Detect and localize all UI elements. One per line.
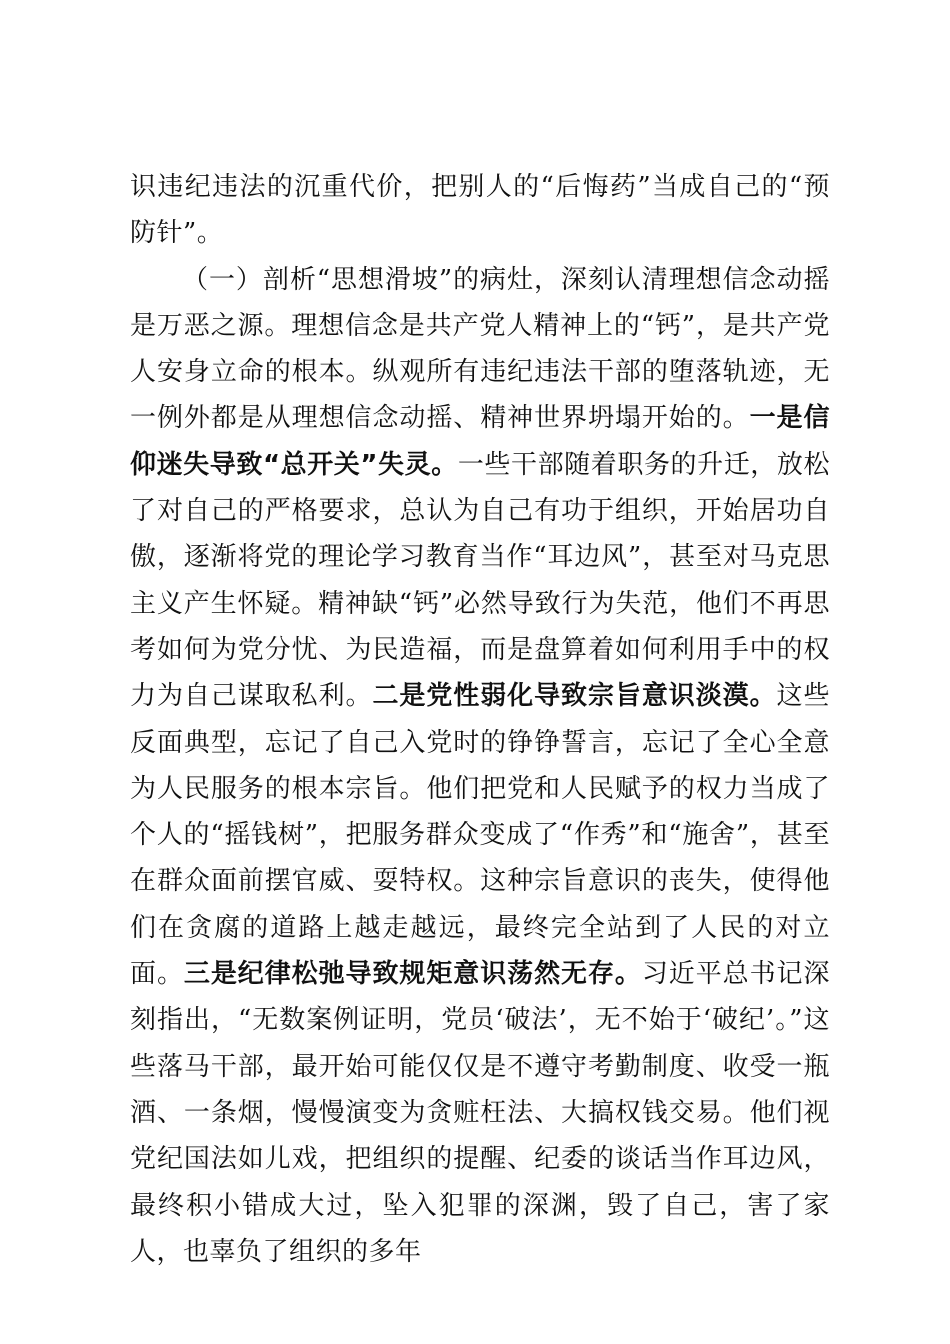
text-segment: 习近平总书记深刻指出，“无数案例证明，党员‘破法’，无不始于‘破纪’。”这些落马干部，最开始可能仅仅是不遵守考勤制度、收受一瓶酒、一条烟，慢慢演变为贪赃枉法、大搞权钱交易。他们视党纪国法如儿戏，把组织的提醒、纪委的谈话当作耳边风，最终积小错成大过，坠入犯罪的深渊，毁了自己，害了家人，也辜负了组织的多年 — [130, 959, 830, 1267]
paragraph-section-one — [130, 257, 830, 1276]
bold-heading-point-three: 三是纪律松弛导致规矩意识荡然无存。 — [183, 959, 642, 990]
text-segment: 这些反面典型，忘记了自己入党时的铮铮誓言，忘记了全心全意为人民服务的根本宗旨。他们把党和人民赋予的权力当成了个人的“摇钱树”，把服务群众变成了“作秀”和“施舍”，甚至在群众面前摆官威、耍特权。这种宗旨意识的丧失，使得他们在贪腐的道路上越走越远，最终完全站到了人民的对立面。 — [130, 681, 830, 990]
paragraph-continuation — [130, 164, 830, 257]
bold-heading-point-two: 二是党性弱化导致宗旨意识淡漠。 — [372, 681, 777, 712]
text-segment: 识违纪违法的沉重代价，把别人的“后悔药”当成自己的“预防针”。 — [130, 172, 830, 249]
text-segment: （一）剖析“思想滑坡”的病灶，深刻认清理想信念动摇是万恶之源。理想信念是共产党人精神上的“钙”，是共产党人安身立命的根本。纵观所有违纪违法干部的堕落轨迹，无一例外都是从理想信念动摇、精神世界坍塌开始的。 — [130, 264, 830, 434]
body-text — [130, 164, 830, 1275]
text-segment: 一些干部随着职务的升迁，放松了对自己的严格要求，总认为自己有功于组织，开始居功自傲，逐渐将党的理论学习教育当作“耳边风”，甚至对马克思主义产生怀疑。精神缺“钙”必然导致行为失范，他们不再思考如何为党分忧、为民造福，而是盘算着如何利用手中的权力为自己谋取私利。 — [130, 449, 830, 712]
bold-heading-point-one: 一是信仰迷失导致“总开关”失灵。 — [130, 403, 830, 480]
